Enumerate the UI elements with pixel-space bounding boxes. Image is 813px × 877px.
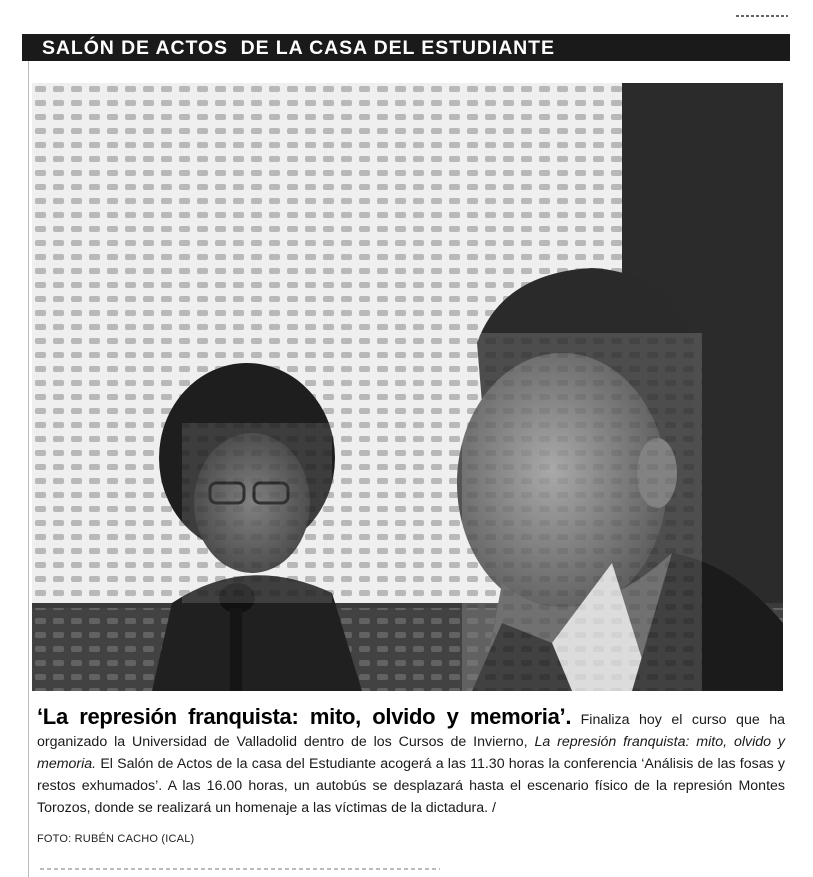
caption-course-title: La represión franquista: mito, olvido y memoria. xyxy=(37,734,785,772)
photo-caption xyxy=(37,706,785,819)
news-photo xyxy=(32,83,783,691)
column-rule xyxy=(28,61,29,877)
caption-body-details: El Salón de Actos de la casa del Estudiante acogerá a las 11.30 horas la conferencia ‘Análisis de las fosas y restos exhumados’. A las 16.00 horas, un autobús se desplazará hasta el escenario físico de la represión Montes Torozos, donde se realizará un homenaje a las víctimas de la dictadura. / xyxy=(37,756,785,816)
top-dotted-rule xyxy=(736,15,788,17)
photo-credit: FOTO: RUBÉN CACHO (ICAL) xyxy=(37,833,195,845)
caption-body-intro: Finaliza hoy el curso que ha organizado la Universidad de Valladolid dentro de los Cursos de Invierno, xyxy=(37,712,785,750)
photo-illustration xyxy=(32,83,783,691)
bottom-dotted-rule xyxy=(40,868,440,870)
caption-headline: ‘La represión franquista: mito, olvido y memoria’. xyxy=(37,704,572,729)
section-title: SALÓN DE ACTOS DE LA CASA DEL ESTUDIANTE xyxy=(42,37,555,59)
